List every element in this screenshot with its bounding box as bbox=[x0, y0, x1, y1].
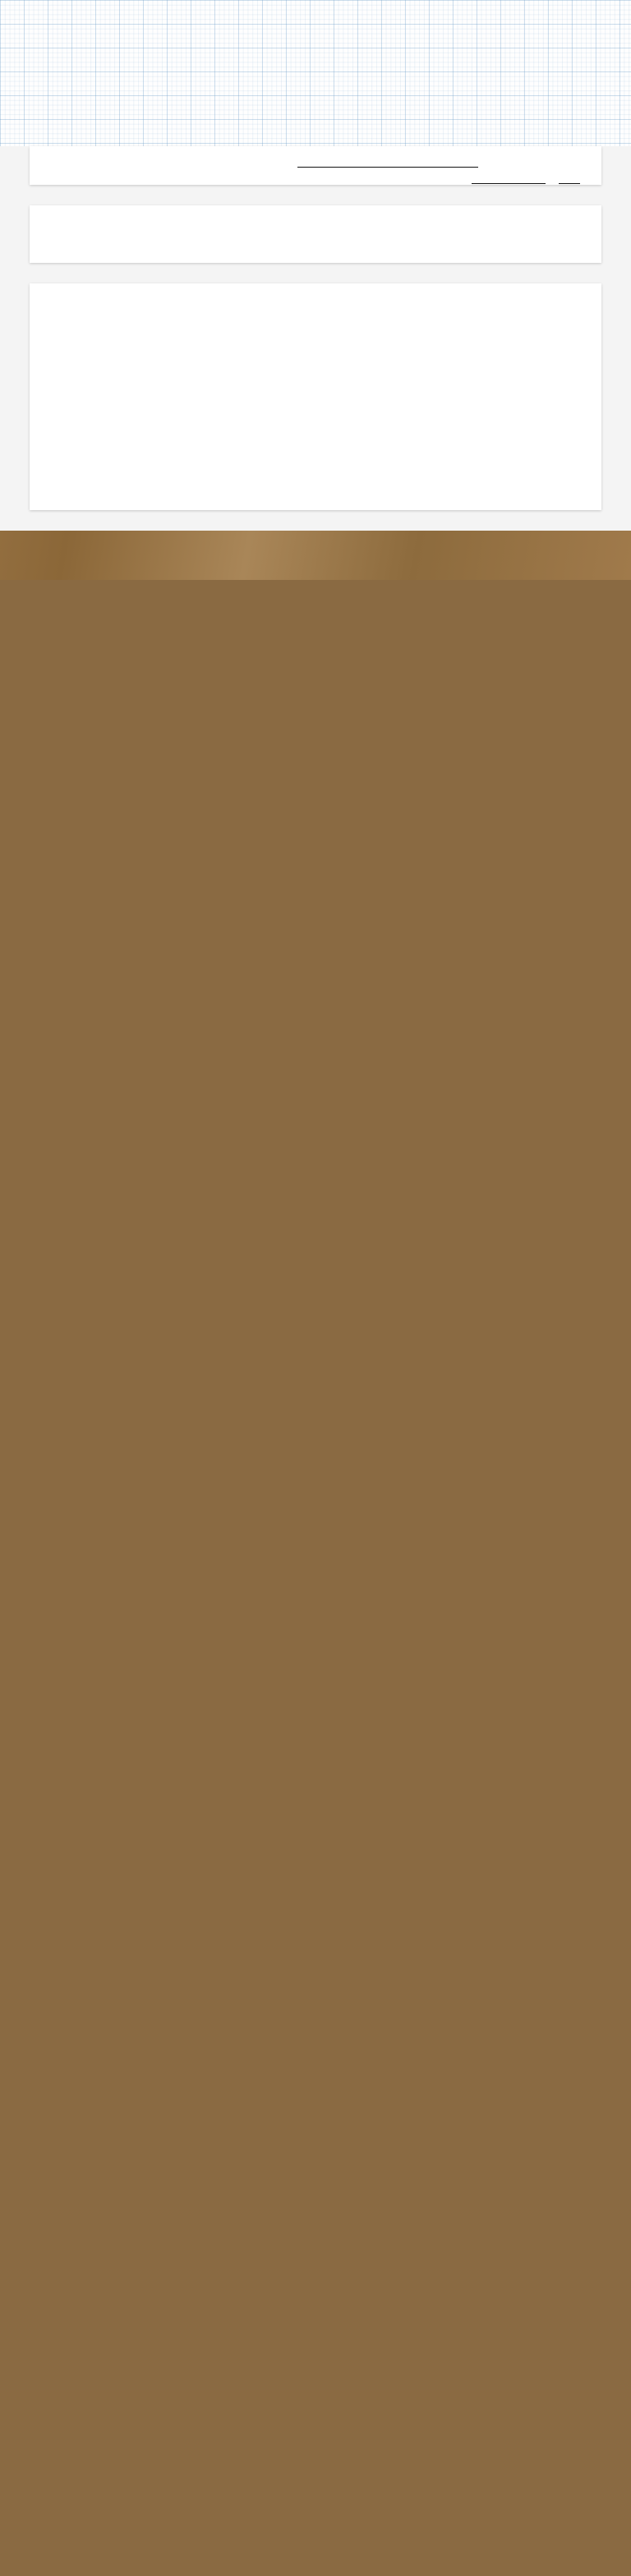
worksheet-footer-2 bbox=[51, 251, 580, 255]
chevron-pattern-right bbox=[532, 0, 631, 146]
worksheet-section-2 bbox=[0, 205, 631, 283]
name-field-label bbox=[297, 161, 478, 169]
status-line-1 bbox=[0, 185, 631, 205]
worksheet-footer-3 bbox=[51, 499, 580, 502]
worksheet-section-1 bbox=[0, 146, 631, 205]
worksheet-page-2 bbox=[30, 205, 601, 263]
status-line-3 bbox=[0, 510, 631, 531]
date-period-fields bbox=[472, 177, 580, 186]
date-input-line[interactable] bbox=[472, 177, 546, 184]
name-input-line[interactable] bbox=[297, 161, 478, 168]
worksheet-page-1 bbox=[30, 146, 601, 185]
chevron-pattern-left bbox=[0, 0, 99, 146]
banner bbox=[0, 0, 631, 146]
status-line-2 bbox=[0, 263, 631, 283]
worksheet-header bbox=[51, 161, 580, 163]
worksheet-footer-1 bbox=[51, 173, 580, 177]
period-input-line[interactable] bbox=[559, 177, 580, 184]
worksheet-section-3 bbox=[0, 283, 631, 531]
page-bottom-spacer bbox=[0, 531, 631, 580]
worksheet-page-3 bbox=[30, 283, 601, 510]
